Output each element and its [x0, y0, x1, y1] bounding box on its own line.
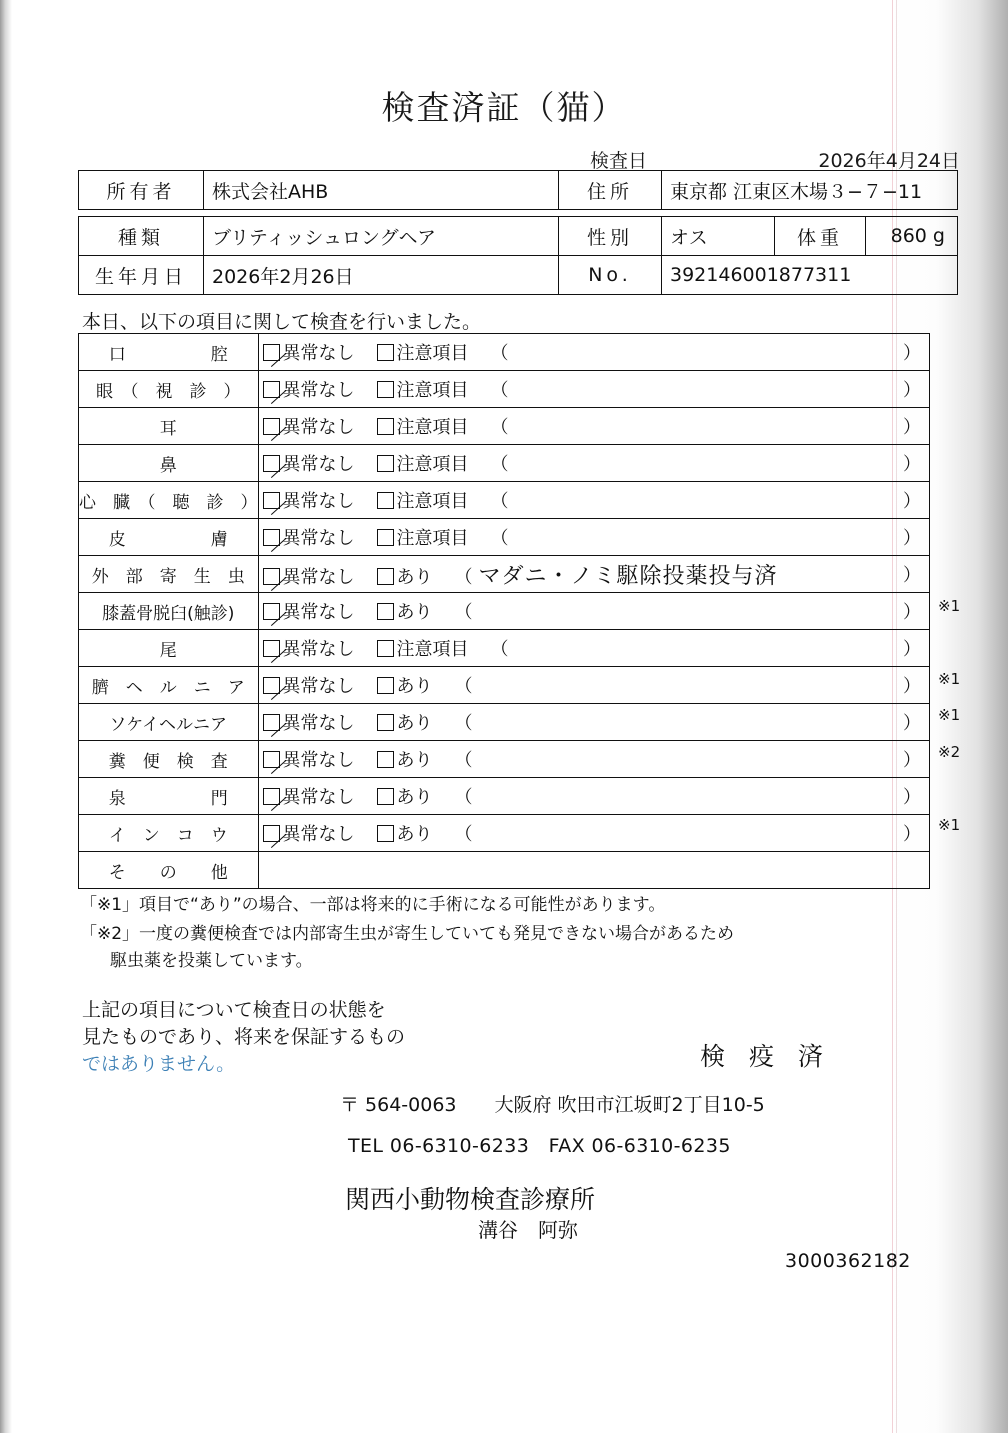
intro-text: 本日、以下の項目に関して検査を行いました。 — [82, 311, 482, 333]
footnote-1: 「※1」項目で“あり”の場合、一部は将来的に手術になる可能性があります。 — [80, 895, 666, 915]
disclaimer-line-3: ではありません。 — [82, 1053, 236, 1075]
checkbox-label: 異常なし — [282, 787, 355, 808]
exam-item-name: 糞 便 検 査 — [79, 741, 259, 778]
table-row — [79, 482, 930, 519]
serial-number: 3000362182 — [785, 1250, 911, 1272]
paren-close: ） — [903, 602, 921, 623]
table-row — [79, 704, 930, 741]
checkbox-label: 異常なし — [282, 528, 355, 549]
checkbox-option-abnormal[interactable] — [377, 709, 433, 735]
checkbox-option-abnormal[interactable] — [377, 524, 469, 550]
checkbox-option-normal[interactable] — [263, 746, 355, 772]
exam-item-result — [258, 593, 930, 630]
exam-item-result — [258, 334, 930, 371]
checkbox-icon[interactable] — [263, 751, 280, 768]
checkbox-label: 注意項目 — [396, 417, 469, 438]
checkbox-label: あり — [396, 750, 433, 771]
checkbox-label: 異常なし — [282, 602, 355, 623]
checkbox-label: 異常なし — [282, 380, 355, 401]
exam-item-name: そ の 他 — [79, 852, 259, 889]
exam-item-name: 皮 膚 — [79, 519, 259, 556]
checkbox-icon[interactable] — [377, 529, 394, 546]
checkbox-option-normal[interactable] — [263, 672, 355, 698]
table-row — [79, 815, 930, 852]
checkbox-icon[interactable] — [263, 381, 280, 398]
footnote-mark: ※1 — [938, 596, 961, 615]
checkbox-option-abnormal[interactable] — [377, 746, 433, 772]
weight-value: 860 g — [866, 217, 958, 256]
checkbox-option-normal[interactable] — [263, 598, 355, 624]
sex-label: 性別 — [559, 217, 662, 256]
checkbox-option-abnormal[interactable] — [377, 487, 469, 513]
paren-open: （ — [454, 676, 473, 697]
disclaimer-line-1: 上記の項目について検査日の状態を — [82, 999, 386, 1021]
sex-value: オス — [662, 217, 775, 256]
checkbox-label: あり — [396, 824, 433, 845]
checkbox-option-normal[interactable] — [263, 487, 355, 513]
checkbox-label: 異常なし — [282, 343, 355, 364]
checkbox-label: 異常なし — [282, 750, 355, 771]
exam-item-name: 膝蓋骨脱臼(触診) — [79, 593, 259, 630]
paren-open: （ — [490, 639, 509, 660]
checkbox-icon[interactable] — [377, 751, 394, 768]
exam-item-result — [258, 371, 930, 408]
table-row — [79, 519, 930, 556]
disclaimer-block — [82, 997, 405, 1078]
exam-item-name: ソケイヘルニア — [79, 704, 259, 741]
checkbox-icon[interactable] — [377, 344, 394, 361]
exam-item-name: 耳 — [79, 408, 259, 445]
checkbox-icon[interactable] — [263, 418, 280, 435]
checkbox-icon[interactable] — [263, 788, 280, 805]
paren-open: （ — [490, 380, 509, 401]
checkbox-option-normal[interactable] — [263, 376, 355, 402]
checkbox-option-abnormal[interactable] — [377, 820, 433, 846]
exam-item-name: 口 腔 — [79, 334, 259, 371]
paren-open: （ — [490, 491, 509, 512]
checkbox-icon[interactable] — [263, 714, 280, 731]
paren-open: （ — [454, 787, 473, 808]
table-row — [79, 171, 958, 210]
table-row — [79, 852, 930, 889]
paren-open: （ — [490, 343, 509, 364]
address-value: 東京都 江東区木場３−７−11 — [662, 171, 958, 210]
quarantine-stamp: 検 疫 済 — [700, 1042, 831, 1071]
table-row — [79, 630, 930, 667]
checkbox-icon[interactable] — [263, 529, 280, 546]
birthdate-value: 2026年2月26日 — [204, 256, 559, 295]
exam-date-label: 検査日 — [590, 150, 648, 172]
exam-item-result — [258, 704, 930, 741]
clinic-name: 関西小動物検査診療所 — [345, 1185, 596, 1214]
footnote-mark: ※1 — [938, 815, 961, 834]
table-row — [79, 445, 930, 482]
checkbox-icon[interactable] — [263, 603, 280, 620]
checkbox-label: 異常なし — [282, 676, 355, 697]
paren-open: （ — [490, 454, 509, 475]
exam-item-result — [258, 482, 930, 519]
exam-item-result — [258, 408, 930, 445]
footnote-mark: ※2 — [938, 742, 961, 761]
checkbox-icon[interactable] — [377, 492, 394, 509]
paren-close: ） — [903, 639, 921, 660]
checkbox-option-normal[interactable] — [263, 783, 355, 809]
table-row — [79, 334, 930, 371]
clinic-phone-fax: TEL 06-6310-6233 FAX 06-6310-6235 — [348, 1135, 731, 1157]
checkbox-option-abnormal[interactable] — [377, 413, 469, 439]
checkbox-icon[interactable] — [263, 568, 280, 585]
checkbox-option-normal[interactable] — [263, 635, 355, 661]
exam-item-result — [258, 741, 930, 778]
table-row — [79, 371, 930, 408]
checkbox-label: 注意項目 — [396, 380, 469, 401]
exam-item-result — [258, 778, 930, 815]
exam-item-name: イ ン コ ウ — [79, 815, 259, 852]
paren-close: ） — [903, 713, 921, 734]
paren-close: ） — [903, 528, 921, 549]
paren-close: ） — [903, 454, 921, 475]
checkbox-option-abnormal[interactable] — [377, 339, 469, 365]
owner-value: 株式会社AHB — [204, 171, 559, 210]
checkbox-option-abnormal[interactable] — [377, 376, 469, 402]
checkbox-option-normal[interactable] — [263, 339, 355, 365]
checkbox-label: 異常なし — [282, 454, 355, 475]
exam-item-result — [258, 852, 930, 889]
checkbox-option-normal[interactable] — [263, 413, 355, 439]
checkbox-label: あり — [396, 713, 433, 734]
paren-close: ） — [903, 824, 921, 845]
footnote-mark: ※1 — [938, 706, 961, 724]
checkbox-icon[interactable] — [263, 677, 280, 694]
checkbox-icon[interactable] — [263, 344, 280, 361]
paren-open: （ — [490, 417, 509, 438]
exam-item-name: 泉 門 — [79, 778, 259, 815]
checkbox-option-normal[interactable] — [263, 563, 355, 589]
paren-open: （ — [454, 750, 473, 771]
exam-item-name: 眼 （ 視 診 ） — [79, 371, 259, 408]
checkbox-option-abnormal[interactable] — [377, 563, 433, 589]
checkbox-icon[interactable] — [377, 568, 394, 585]
owner-label: 所有者 — [79, 171, 204, 210]
table-row — [79, 778, 930, 815]
checkbox-label: 注意項目 — [396, 639, 469, 660]
exam-item-name: 心 臓 （ 聴 診 ） — [79, 482, 259, 519]
no-value: 392146001877311 — [662, 256, 958, 295]
checkbox-icon[interactable] — [263, 455, 280, 472]
paren-close: ） — [903, 750, 921, 771]
exam-item-result — [258, 445, 930, 482]
checkbox-label: あり — [396, 566, 433, 588]
exam-item-note: マダニ・ノミ駆除投薬投与済 — [478, 563, 778, 589]
table-row — [79, 741, 930, 778]
paren-close: ） — [903, 676, 921, 697]
checkbox-icon[interactable] — [377, 603, 394, 620]
exam-item-result — [258, 815, 930, 852]
checkbox-icon[interactable] — [377, 714, 394, 731]
table-row — [79, 593, 930, 630]
checkbox-option-normal[interactable] — [263, 450, 355, 476]
checkbox-icon[interactable] — [377, 418, 394, 435]
paren-close: ） — [903, 491, 921, 512]
checkbox-icon[interactable] — [263, 492, 280, 509]
checkbox-option-abnormal[interactable] — [377, 672, 433, 698]
paren-close: ） — [903, 343, 921, 364]
exam-item-result — [258, 556, 930, 593]
header-table — [78, 170, 958, 216]
paren-open: （ — [490, 528, 509, 549]
paren-close: ） — [903, 787, 921, 808]
footnote-2-cont: 駆虫薬を投薬しています。 — [110, 951, 313, 971]
header-table-2 — [78, 216, 958, 295]
checkbox-label: 異常なし — [282, 566, 355, 588]
paren-close: ） — [903, 417, 921, 438]
checkbox-label: あり — [396, 602, 433, 623]
checkbox-label: 異常なし — [282, 713, 355, 734]
exam-item-name: 臍 ヘ ル ニ ア — [79, 667, 259, 704]
birthdate-label: 生年月日 — [79, 256, 204, 295]
checkbox-icon[interactable] — [377, 677, 394, 694]
checkbox-label: 注意項目 — [396, 343, 469, 364]
exam-item-result — [258, 519, 930, 556]
exam-item-result — [258, 630, 930, 667]
table-row — [79, 256, 958, 295]
table-row — [79, 408, 930, 445]
checkbox-icon[interactable] — [377, 788, 394, 805]
checkbox-option-abnormal[interactable] — [377, 450, 469, 476]
checkbox-icon[interactable] — [377, 455, 394, 472]
paren-close: ） — [903, 380, 921, 401]
checkbox-label: 異常なし — [282, 417, 355, 438]
checkbox-label: 異常なし — [282, 824, 355, 845]
no-label: No. — [559, 256, 662, 295]
checkbox-label: あり — [396, 676, 433, 697]
breed-value: ブリティッシュロングヘア — [204, 217, 559, 256]
exam-items-table — [78, 333, 930, 889]
paren-open: （ — [454, 824, 473, 845]
checkbox-label: 注意項目 — [396, 491, 469, 512]
exam-item-result — [258, 667, 930, 704]
page-title: 検査済証（猫） — [381, 88, 627, 127]
examiner-name: 溝谷 阿弥 — [478, 1218, 578, 1242]
checkbox-icon[interactable] — [263, 640, 280, 657]
checkbox-option-normal[interactable] — [263, 524, 355, 550]
disclaimer-line-2: 見たものであり、将来を保証するもの — [82, 1026, 406, 1048]
clinic-postal-address: 〒 564-0063 大阪府 吹田市江坂町2丁目10-5 — [340, 1094, 765, 1116]
paren-open: （ — [454, 566, 473, 588]
breed-label: 種類 — [79, 217, 204, 256]
exam-item-name: 外 部 寄 生 虫 — [79, 556, 259, 593]
footnote-mark: ※1 — [938, 669, 961, 688]
paren-close: ） — [903, 565, 921, 586]
exam-item-name: 鼻 — [79, 445, 259, 482]
paren-open: （ — [454, 713, 473, 734]
address-label: 住所 — [559, 171, 662, 210]
table-row — [79, 667, 930, 704]
checkbox-icon[interactable] — [377, 825, 394, 842]
checkbox-option-normal[interactable] — [263, 709, 355, 735]
paren-open: （ — [454, 602, 473, 623]
exam-date-value: 2026年4月24日 — [818, 150, 960, 172]
checkbox-label: 注意項目 — [396, 528, 469, 549]
checkbox-label: 注意項目 — [396, 454, 469, 475]
checkbox-option-normal[interactable] — [263, 820, 355, 846]
checkbox-icon[interactable] — [263, 825, 280, 842]
checkbox-icon[interactable] — [377, 381, 394, 398]
table-row — [79, 556, 930, 593]
checkbox-label: 異常なし — [282, 639, 355, 660]
checkbox-label: あり — [396, 787, 433, 808]
weight-label: 体重 — [775, 217, 866, 256]
checkbox-option-abnormal[interactable] — [377, 635, 469, 661]
exam-item-name: 尾 — [79, 630, 259, 667]
checkbox-option-abnormal[interactable] — [377, 783, 433, 809]
checkbox-icon[interactable] — [377, 640, 394, 657]
checkbox-label: 異常なし — [282, 491, 355, 512]
footnote-2: 「※2」一度の糞便検査では内部寄生虫が寄生していても発見できない場合があるため — [80, 924, 735, 944]
table-row — [79, 217, 958, 256]
checkbox-option-abnormal[interactable] — [377, 598, 433, 624]
